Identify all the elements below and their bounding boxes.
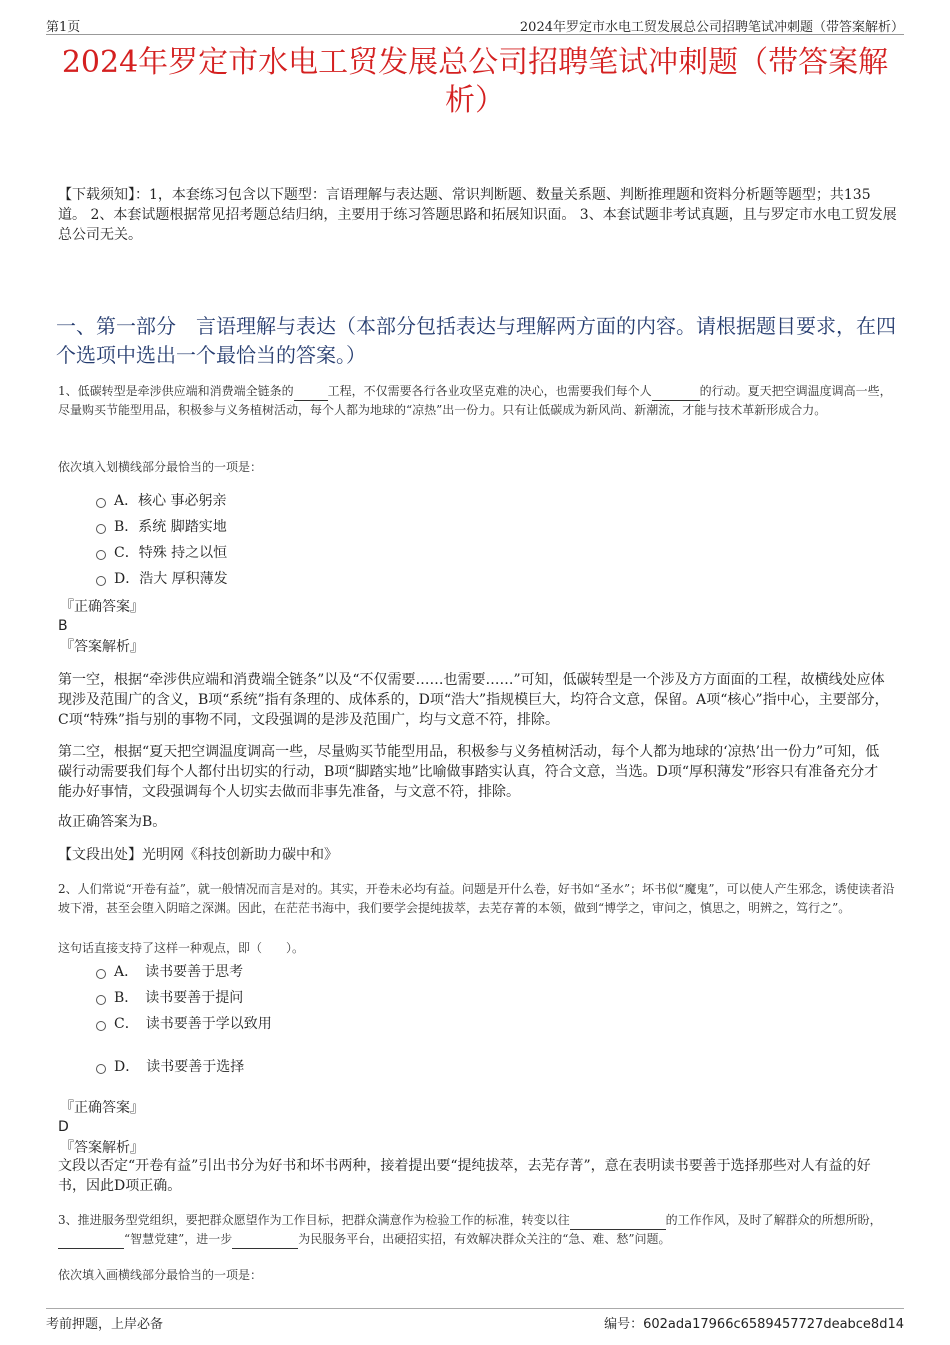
q1-analysis-label: 『答案解析』 xyxy=(60,639,144,655)
radio-icon[interactable] xyxy=(96,1021,106,1031)
option-label: B．系统 脚踏实地 xyxy=(114,519,227,535)
q1-text-2: 工程，不仅需要各行各业攻坚克难的决心，也需要我们每个人 xyxy=(327,384,652,398)
q1-analysis-1: 第一空，根据“牵涉供应端和消费端全链条”以及“不仅需要……也需要……”可知，低碳转型是一个涉及方方面面的工程，故横线处应体现涉及范围广的含义，B项“系统”指有条理的、成体系的，D项“浩大”指规模巨大，均符合文意，保留。A项“核心”指中心，主要部分，C项“特殊”指与别的事物不同，文段强调的是涉及范围广，均与文意不符，排除。 xyxy=(58,672,889,728)
q1-text-3: 的行动。夏天把空调温度调高一些，尽量购买节能型用品，积极参与义务植树活动，每个人都为地球的“凉热”出一份力。只有让低碳成为新风尚、新潮流，才能与技术革新形成合力。 xyxy=(58,384,892,417)
page-header xyxy=(46,14,904,35)
q2-option-c[interactable] xyxy=(96,1015,272,1033)
q3-text-2: 的工作作风，及时了解群众的所想所盼， xyxy=(665,1213,882,1227)
q1-answer-label: 『正确答案』 xyxy=(60,599,144,615)
option-label: C． 读书要善于学以致用 xyxy=(114,1016,272,1032)
blank xyxy=(58,1234,124,1249)
q1-analysis-2: 第二空，根据“夏天把空调温度调高一些，尽量购买节能型用品，积极参与义务植树活动，每个人都为地球的‘凉热’出一份力”可知，低碳行动需要我们每个人都付出切实的行动，B项“脚踏实地”比喻做事踏实认真，符合文意，当选。D项“厚积薄发”形容只有准备充分才能办好事情，文段强调每个人切实去做而非事先准备，与文意不符，排除。 xyxy=(58,744,880,800)
question-2-stem: 2、人们常说“开卷有益”，就一般情况而言是对的。其实，开卷未必均有益。问题是开什么卷，好书如“圣水”；坏书似“魔鬼”，可以使人产生邪念，诱使读者沿坡下滑，甚至会堕入阴暗之深渊。因此，在茫茫书海中，我们要学会提纯拔萃，去芜存菁的本领，做到“博学之，审问之，慎思之，明辨之，笃行之”。 xyxy=(58,882,895,915)
q1-option-a[interactable] xyxy=(96,492,227,510)
q2-prompt: 这句话直接支持了这样一种观点，即（ ）。 xyxy=(58,941,305,955)
doc-title: 2024年罗定市水电工贸发展总公司招聘笔试冲刺题（带答案解析） xyxy=(61,45,889,118)
q2-option-a[interactable] xyxy=(96,963,243,981)
q1-text-1: 1、低碳转型是牵涉供应端和消费端全链条的 xyxy=(58,384,294,398)
q2-answer: D xyxy=(58,1119,69,1135)
option-label: D． 读书要善于选择 xyxy=(114,1059,245,1075)
q2-analysis: 文段以否定“开卷有益”引出书分为好书和坏书两种，接着提出要“提纯拔萃，去芜存菁”，意在表明读书要善于选择那些对人有益的好书，因此D项正确。 xyxy=(58,1158,871,1194)
q3-text-4: 为民服务平台，出硬招实招，有效解决群众关注的“急、难、愁”问题。 xyxy=(298,1232,671,1246)
q2-option-d[interactable] xyxy=(96,1058,244,1076)
q1-option-b[interactable] xyxy=(96,518,227,536)
footer-code-label: 编号： xyxy=(604,1317,644,1332)
blank xyxy=(232,1234,298,1249)
section-heading: 一、第一部分 言语理解与表达（本部分包括表达与理解两方面的内容。请根据题目要求，在四个选项中选出一个最恰当的答案。） xyxy=(56,314,896,367)
download-notice: 【下载须知】：1，本套练习包含以下题型：言语理解与表达题、常识判断题、数量关系题、判断推理题和资料分析题等题型；共135道。 2、本套试题根据常见招考题总结归纳，主要用于练习答题思路和拓展知识面。 3、本套试题非考试真题，且与罗定市水电工贸发展总公司无关。 xyxy=(58,187,897,243)
radio-icon[interactable] xyxy=(96,995,106,1005)
q3-prompt: 依次填入画横线部分最恰当的一项是： xyxy=(58,1268,263,1282)
q3-text-3: “智慧党建”，进一步 xyxy=(124,1232,233,1246)
footer-slogan: 考前押题，上岸必备 xyxy=(46,1317,164,1332)
q1-option-d[interactable] xyxy=(96,570,228,588)
q1-conclusion: 故正确答案为B。 xyxy=(58,814,167,830)
option-label: D．浩大 厚积薄发 xyxy=(114,571,228,587)
question-1-stem xyxy=(58,382,898,420)
footer-code-wrap xyxy=(604,1313,904,1332)
header-doc-title: 2024年罗定市水电工贸发展总公司招聘笔试冲刺题（带答案解析） xyxy=(519,20,904,35)
q1-source: 【文段出处】光明网《科技创新助力碳中和》 xyxy=(58,847,338,863)
q3-text-1: 3、推进服务型党组织，要把群众愿望作为工作目标，把群众满意作为检验工作的标准，转变以往 xyxy=(58,1213,570,1227)
page-number: 第1页 xyxy=(46,20,81,35)
q2-answer-label: 『正确答案』 xyxy=(60,1100,144,1116)
option-label: A．核心 事必躬亲 xyxy=(114,493,227,509)
blank xyxy=(652,386,700,401)
radio-icon[interactable] xyxy=(96,969,106,979)
q2-option-b[interactable] xyxy=(96,989,243,1007)
radio-icon[interactable] xyxy=(96,576,106,586)
radio-icon[interactable] xyxy=(96,550,106,560)
footer-code: 602ada17966c6589457727deabce8d14 xyxy=(643,1317,904,1332)
option-label: A． 读书要善于思考 xyxy=(114,964,244,980)
page-footer xyxy=(46,1308,904,1331)
radio-icon[interactable] xyxy=(96,498,106,508)
radio-icon[interactable] xyxy=(96,1064,106,1074)
q1-prompt: 依次填入划横线部分最恰当的一项是： xyxy=(58,460,263,474)
option-label: C．特殊 持之以恒 xyxy=(114,545,228,561)
blank xyxy=(294,386,328,401)
q1-answer: B xyxy=(58,618,68,634)
option-label: B． 读书要善于提问 xyxy=(114,990,244,1006)
q2-analysis-label: 『答案解析』 xyxy=(60,1140,144,1156)
radio-icon[interactable] xyxy=(96,524,106,534)
q1-option-c[interactable] xyxy=(96,544,227,562)
blank xyxy=(570,1215,666,1230)
question-3-stem xyxy=(58,1211,898,1249)
